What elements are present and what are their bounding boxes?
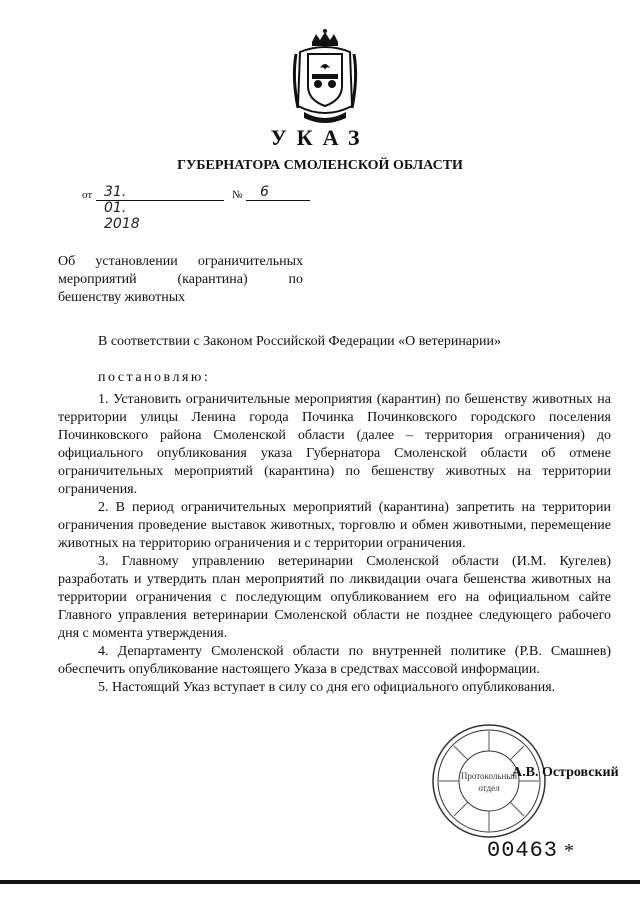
stamp-center-line1: Протокольный <box>460 771 518 781</box>
registration-number: 00463 <box>487 838 559 863</box>
decree-item: 2. В период ограничительных мероприятий (карантина) запретить на территории ограничения проведение выставок животных, торговлю и обмен животными, перемещение животных на территорию ограничения и с территории ограничения. <box>58 500 611 551</box>
decree-items <box>58 391 611 697</box>
number-value: 6 <box>260 184 269 200</box>
decree-item: 4. Департаменту Смоленской области по внутренней политике (Р.В. Смашнев) обеспечить опубликование настоящего Указа в средствах массовой информации. <box>58 644 611 677</box>
subject-line: бешенству животных <box>58 290 186 305</box>
coat-of-arms-icon <box>290 28 360 128</box>
registration-mark: * <box>564 840 574 862</box>
number-underline <box>246 186 310 201</box>
resolve-word: постановляю: <box>98 370 211 385</box>
decree-title: УКАЗ <box>270 125 370 150</box>
signer-name: А.В. Островский <box>512 765 619 780</box>
decree-item: 1. Установить ограничительные мероприятия (карантин) по бешенству животных на территории улицы Ленина города Починка Починковского городского поселения Починковского района Смоленской области (далее – территория ограничения) до официального опубликования указа Губернатора Смоленской области об отмене ограничительных мероприятий (карантина) по бешенству животных на территории ограничения. <box>58 392 611 497</box>
date-value: 31. 01. 2018 <box>104 184 140 232</box>
preamble: В соответствии с Законом Российской Федерации «О ветеринарии» <box>98 334 502 349</box>
bottom-border <box>0 880 640 884</box>
issuer-heading: ГУБЕРНАТОРА СМОЛЕНСКОЙ ОБЛАСТИ <box>177 158 463 173</box>
subject-line: мероприятий (карантина) по <box>58 272 303 287</box>
decree-item: 3. Главному управлению ветеринарии Смоленской области (И.М. Кугелев) разработать и утвердить план мероприятий по ликвидации очага бешенства животных на территории ограничения с последующим опубликованием его на официальном сайте Главного управления ветеринарии Смоленской области не позднее следующего рабочего дня с момента утверждения. <box>58 554 611 641</box>
number-prefix: № <box>232 189 243 201</box>
stamp-center-line2: отдел <box>478 783 500 793</box>
date-prefix: от <box>82 189 93 201</box>
decree-subject <box>58 253 303 307</box>
round-seal-icon <box>430 722 548 840</box>
subject-line: Об установлении ограничительных <box>58 254 303 269</box>
decree-item: 5. Настоящий Указ вступает в силу со дня его официального опубликования. <box>98 680 556 695</box>
